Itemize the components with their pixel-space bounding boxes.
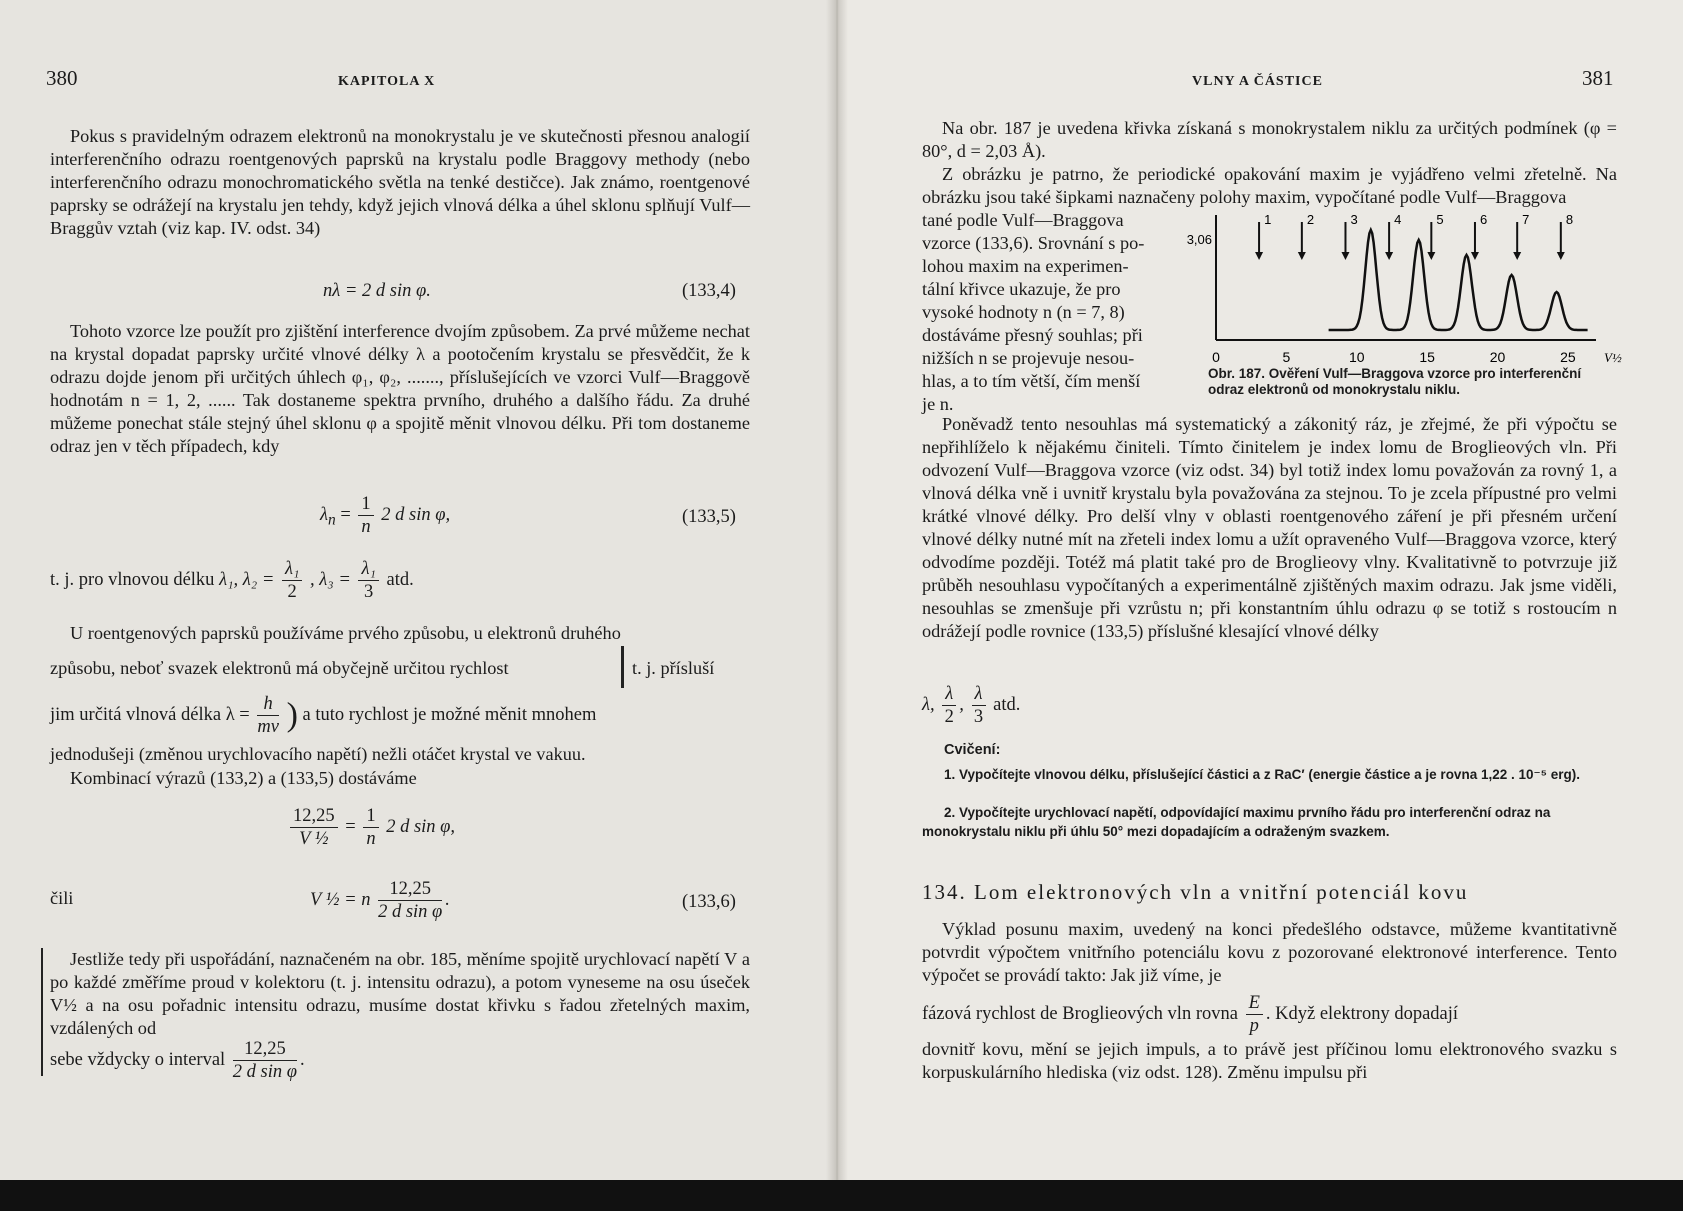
narrow-line-7: hlas, a to tím větší, čím menší — [922, 371, 1141, 391]
eq3-den: V ½ — [299, 829, 329, 849]
equation-number-133-5: (133,5) — [682, 507, 736, 527]
para3-end-a: λ, — [922, 694, 935, 715]
right-para-2-top: Z obrázku je patrno, že periodické opakování maxim je vyjádřeno velmi zřetelně. Na obrázku jsou také šipkami naznačeny polohy maxim, vypočítané podle Vulf—Braggova — [922, 164, 1617, 207]
chart-arrow-label: 3 — [1350, 212, 1358, 227]
para3c-den: mv — [257, 717, 279, 737]
chart-arrow-head — [1427, 252, 1435, 260]
narrow-line-8: je n. — [922, 394, 954, 414]
equation-133-4: nλ = 2 d sin φ. — [323, 281, 431, 301]
tj-f2-num: λ₁ — [358, 558, 378, 581]
eq3-num: 12,25 — [290, 805, 338, 828]
tj-f1-den: 2 — [287, 582, 297, 602]
para4b-start: fázová rychlost de Broglieových vln rovna — [922, 1003, 1238, 1024]
tj-f1-num: λ₁ — [282, 558, 302, 581]
right-running-head: VLNY A ČÁSTICE — [1192, 74, 1323, 89]
equation-number-133-6: (133,6) — [682, 892, 736, 912]
equation-133-6 — [310, 878, 450, 923]
tj-end: atd. — [386, 569, 414, 590]
exercise-2: 2. Vypočítejte urychlovací napětí, odpovídající maximu prvního řádu pro interferenční odraz na monokrystalu niklu při úhlu 50° mezi dopadajícím a odraženým svazkem. — [922, 805, 1551, 839]
para4b-den: p — [1249, 1016, 1259, 1036]
right-para-4c: dovnitř kovu, mění se jejich impuls, a to právě jest příčinou lomu elektronového svazku s korpuskulárního hlediska (viz odst. 128). Změnu impulsu při — [922, 1039, 1617, 1082]
chart-x-tick-label: 15 — [1419, 349, 1435, 365]
right-para-4b — [922, 992, 1458, 1037]
eq2-frac-den: n — [361, 517, 371, 537]
eq2-rhs: 2 d sin φ, — [381, 504, 451, 525]
tj-f2-den: 3 — [364, 582, 374, 602]
exercises-title: Cvičení: — [944, 742, 1001, 758]
para3-f2-num: λ — [972, 683, 986, 706]
chart-arrow-head — [1557, 252, 1565, 260]
chart-x-tick-label: 10 — [1348, 349, 1365, 365]
narrow-line-3: tální křivce ukazuje, že pro — [922, 279, 1121, 299]
eq2-lhs: λ — [320, 504, 329, 525]
left-running-head: KAPITOLA X — [338, 74, 436, 89]
eq3-rhs: 2 d sin φ, — [386, 816, 456, 837]
chart-arrow-head — [1513, 252, 1521, 260]
left-para-1: Pokus s pravidelným odrazem elektronů na monokrystalu je ve skutečnosti přesnou analogií interferenčního odrazu roentgenových paprsků na krystalu podle Braggovy methody (nebo interferenčního odrazu monochromatického světla na tenké destičce). Jak známo, roentgenové paprsky se odrážejí na krystalu jen tehdy, když jejich vlnová délka a úhel sklonu splňují Vulf—Braggův vztah (viz kap. IV. odst. 34) — [50, 126, 750, 238]
para4b-num: E — [1246, 992, 1263, 1015]
equation-number-133-4: (133,4) — [682, 281, 736, 301]
para5-end: sebe vždycky o interval — [50, 1049, 226, 1070]
eq3-f-num: 1 — [363, 805, 378, 828]
para3-end-b: atd. — [993, 694, 1021, 715]
eq3-mid: = — [345, 816, 356, 837]
left-para-5: Jestliže tedy při uspořádání, naznačeném na obr. 185, měníme spojitě urychlovací napětí V a po každé změříme proud v kolektoru (t. j. intensitu odrazu), a potom vyneseme na osu úseček V½ a na osu pořadnic intensitu odrazu, musíme dostat křivku s řadou zřetelných maxim, vzdálených od — [50, 949, 750, 1038]
tj-text: t. j. pro vlnovou délku — [50, 569, 215, 590]
left-para-3a: U roentgenových paprsků používáme prvého způsobu, u elektronů druhého — [70, 623, 621, 643]
chart-arrow-head — [1385, 252, 1393, 260]
chart-y-marker-label: 3,06 — [1186, 232, 1212, 247]
chart-x-tick-label: 25 — [1560, 349, 1576, 365]
narrow-line-2: lohou maxim na experimen- — [922, 256, 1129, 276]
left-page-number: 380 — [46, 66, 78, 90]
book-gutter — [826, 0, 848, 1180]
chart-arrow-label: 1 — [1264, 212, 1272, 227]
margin-line — [41, 948, 43, 1076]
eq4-num: 12,25 — [378, 878, 442, 901]
chart-arrow-label: 6 — [1479, 212, 1488, 227]
narrow-line-6: nižších n se projevuje nesou- — [922, 348, 1135, 368]
para3-f2-den: 3 — [973, 707, 984, 727]
eq4-end: . — [445, 889, 450, 910]
left-para-3b: způsobu, neboť svazek elektronů má obyčejně určitou rychlost — [50, 658, 509, 678]
right-para-2-narrow — [922, 232, 1192, 416]
right-para-3: Poněvadž tento nesouhlas má systematický a zákonitý ráz, je zřejmé, že při výpočtu se nepřihlíželo k nějakému činiteli. Tímto činitelem je index lomu de Broglieových vln. Při odvození Vulf—Braggova vzorce (viz odst. 34) byl totiž index lomu považován za rovný 1, a vlnová délka vně i uvnitř krystalu byla považována za stejnou. To je zcela přípustné pro velmi krátké vlnové délky. Pro delší vlny v oblasti roentgenového záření je při přesném určení vlnové délky nutné mít na zřeteli index lomu a užít opraveného Vulf—Braggova vzorce, který odvodíme později. Totéž má platit také pro de Broglieovy vlny. Kvalitativně to potvrzuje již průběh nesouhlasu vypočítaných a experimentálně zjištěných maxim odrazu. Jak jsme viděli, nesouhlas se zmenšuje při vzrůstu n; při konstantním úhlu odrazu φ se totiž s rostoucím n odrážejí podle rovnice (133,5) příslušné klesající vlnové délky — [922, 414, 1617, 641]
chart-x-tick-label: 0 — [1212, 349, 1220, 365]
para3c-start: jim určitá vlnová délka λ = — [50, 704, 250, 725]
para5-num: 12,25 — [233, 1038, 297, 1061]
para5-den: 2 d sin φ — [232, 1062, 297, 1082]
exercise-1: 1. Vypočítejte vlnovou délku, příslušející částici a z RaC′ (energie částice a je rovna 1,22 . 10⁻⁵ erg). — [944, 767, 1580, 782]
right-para-4a: Výklad posunu maxim, uvedený na konci předešlého odstavce, můžeme kvantitativně potvrdit výpočtem vnitřního potenciálu kovu z pozorované elektronové interference. Tento výpočet se provádí takto: Jak již víme, je — [922, 919, 1617, 985]
para4b-end: . Když elektrony dopadají — [1265, 1003, 1459, 1024]
left-para-2: Tohoto vzorce lze použít pro zjištění interference dvojím způsobem. Za prvé můžeme nechat na krystal dopadat paprsky určité vlnové délky λ a pootočením krystalu se přesvědčit, že k odrazu dojde jenom při určitých úhlech φ₁, φ₂, ......., příslušejících ve vzorci Vulf—Braggově hodnotám n = 1, 2, ...... Tak dostaneme spektra prvního, druhého a dalšího řádu. Za druhé můžeme ponechat stále stejný úhel sklonu φ a spojitě měnit vlnovou délku. Při tom dostaneme odraz jen v těch případech, kdy — [50, 321, 750, 456]
narrow-line-1: vzorce (133,6). Srovnání s po- — [922, 233, 1145, 253]
figure-187-chart — [1186, 210, 1622, 382]
eq4-lhs: V ½ = n — [310, 889, 371, 910]
para3c-num: h — [257, 693, 279, 716]
chart-arrow-head — [1255, 252, 1263, 260]
handwritten-bracket — [621, 646, 624, 688]
equation-combined — [287, 805, 455, 850]
chart-arrow-label: 4 — [1394, 212, 1402, 227]
chart-arrow-label: 8 — [1565, 212, 1574, 227]
eq3-f-den: n — [366, 829, 376, 849]
section-134-title: 134. Lom elektronových vln a vnitřní potenciál kovu — [922, 880, 1469, 904]
chart-arrow-label: 5 — [1436, 212, 1444, 227]
tj-mid: , λ₃ = — [310, 569, 351, 590]
wavelength-series-line — [50, 558, 414, 603]
left-para-3d: jednodušeji (změnou urychlovacího napětí) nežli otáčet krystal ve vakuu. — [50, 744, 586, 764]
chart-arrow-head — [1298, 252, 1306, 260]
right-page-number: 381 — [1582, 66, 1614, 90]
eq2-frac-num: 1 — [358, 493, 373, 516]
para3-f1-den: 2 — [944, 707, 954, 727]
chart-x-tick-label: 20 — [1489, 349, 1506, 365]
left-para-4: Kombinací výrazů (133,2) a (133,5) dostáváme — [70, 768, 417, 788]
left-para-5-end — [50, 1038, 305, 1083]
narrow-line-4: vysoké hodnoty n (n = 7, 8) — [922, 302, 1125, 322]
chart-experimental-curve — [1329, 230, 1588, 330]
eq2-eq: = — [340, 504, 351, 525]
eq2-sub: n — [328, 511, 336, 529]
right-para-3-end: λ, $\frac{\lambda}{2}$ , $\frac{\lambda}{3}$ atd. — [922, 684, 1021, 727]
left-para-3c: jim určitá vlnová délka λ = $\frac{h}{mv}$ ) a tuto rychlost je možné měnit mnohem — [50, 694, 597, 737]
equation-133-5 — [320, 493, 450, 538]
right-para-1: Na obr. 187 je uvedena křivka získaná s monokrystalem niklu za určitých podmínek (φ = 80°, d = 2,03 Å). — [922, 118, 1617, 161]
para3c-end: a tuto rychlost je možné měnit mnohem — [302, 704, 597, 725]
tj-formula: λ₁, λ₂ = — [219, 569, 275, 590]
chart-arrow-label: 7 — [1522, 212, 1530, 227]
chart-plot-area — [1187, 212, 1622, 365]
chart-arrow-head — [1471, 252, 1479, 260]
para5-dot: . — [300, 1049, 305, 1070]
para3-f1-num: λ — [942, 683, 956, 706]
left-para-3b-end: t. j. přísluší — [632, 658, 715, 678]
scan-bottom-edge — [0, 1180, 1683, 1211]
chart-x-tick-label: 5 — [1282, 349, 1291, 365]
chart-arrow-head — [1341, 252, 1349, 260]
chart-arrow-label: 2 — [1306, 212, 1315, 227]
narrow-line-5: dostáváme přesný souhlas; při — [922, 325, 1143, 345]
right-para-2-line0: tané podle Vulf—Braggova — [922, 210, 1124, 230]
eq4-den: 2 d sin φ — [378, 902, 443, 922]
cili-label: čili — [50, 888, 74, 908]
chart-x-axis-label: V½ — [1604, 350, 1622, 365]
figure-187-caption: Obr. 187. Ověření Vulf—Braggova vzorce pro interferenční odraz elektronů od monokrystalu niklu. — [1208, 366, 1582, 397]
